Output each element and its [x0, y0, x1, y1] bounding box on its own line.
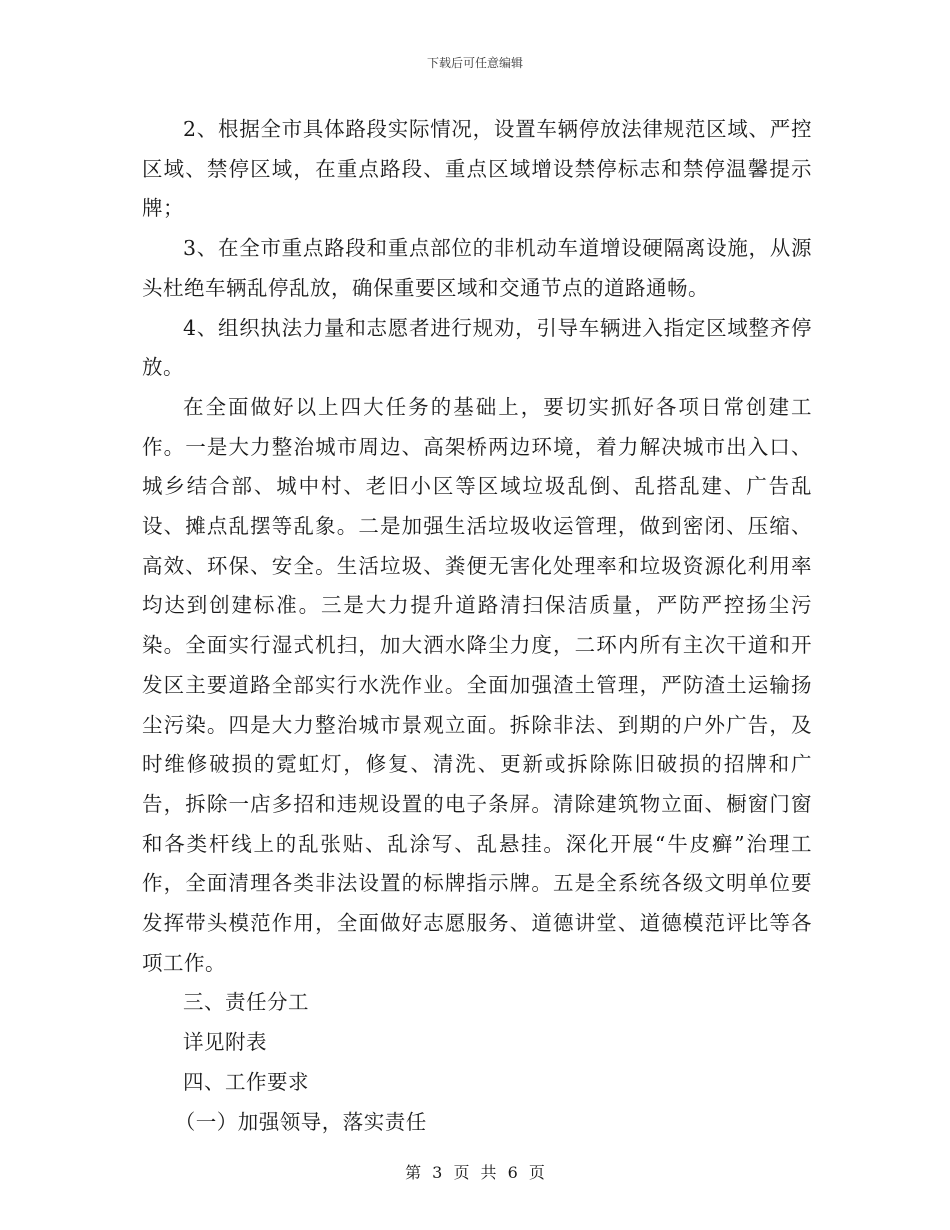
page-number-footer: 第 3 页 共 6 页	[405, 1163, 545, 1182]
paragraph-item-4: 4、组织执法力量和志愿者进行规劝，引导车辆进入指定区域整齐停放。	[142, 315, 812, 380]
page-header-note: 下载后可任意编辑	[426, 56, 523, 70]
document-body	[142, 110, 812, 1142]
section-4-subheading-1: （一）加强领导，落实责任	[174, 1109, 427, 1134]
section-4-heading: 四、工作要求	[183, 1069, 309, 1094]
paragraph-item-3: 3、在全市重点路段和重点部位的非机动车道增设硬隔离设施，从源头杜绝车辆乱停乱放，确保重要区域和交通节点的道路通畅。	[142, 236, 812, 300]
paragraph-daily-work: 在全面做好以上四大任务的基础上，要切实抓好各项日常创建工作。一是大力整治城市周边、高架桥两边环境，着力解决城市出入口、城乡结合部、城中村、老旧小区等区域垃圾乱倒、乱搭乱建、广告乱设、摊点乱摆等乱象。二是加强生活垃圾收运管理，做到密闭、压缩、高效、环保、安全。生活垃圾、粪便无害化处理率和垃圾资源化利用率均达到创建标准。三是大力提升道路清扫保洁质量，严防严控扬尘污染。全面实行湿式机扫，加大洒水降尘力度，二环内所有主次干道和开发区主要道路全部实行水洗作业。全面加强渣土管理，严防渣土运输扬尘污染。四是大力整治城市景观立面。拆除非法、到期的户外广告，及时维修破损的霓虹灯，修复、清洗、更新或拆除陈旧破损的招牌和广告，拆除一店多招和违规设置的电子条屏。清除建筑物立面、橱窗门窗和各类杆线上的乱张贴、乱涂写、乱悬挂。深化开展“牛皮癣”治理工作，全面清理各类非法设置的标牌指示牌。五是全系统各级文明单位要发挥带头模范作用，全面做好志愿服务、道德讲堂、道德模范评比等各项工作。	[142, 394, 812, 975]
section-3-heading: 三、责任分工	[183, 990, 309, 1015]
paragraph-item-2: 2、根据全市具体路段实际情况，设置车辆停放法律规范区域、严控区域、禁停区域，在重点路段、重点区域增设禁停标志和禁停温馨提示牌；	[142, 117, 812, 221]
section-3-text: 详见附表	[183, 1030, 267, 1055]
